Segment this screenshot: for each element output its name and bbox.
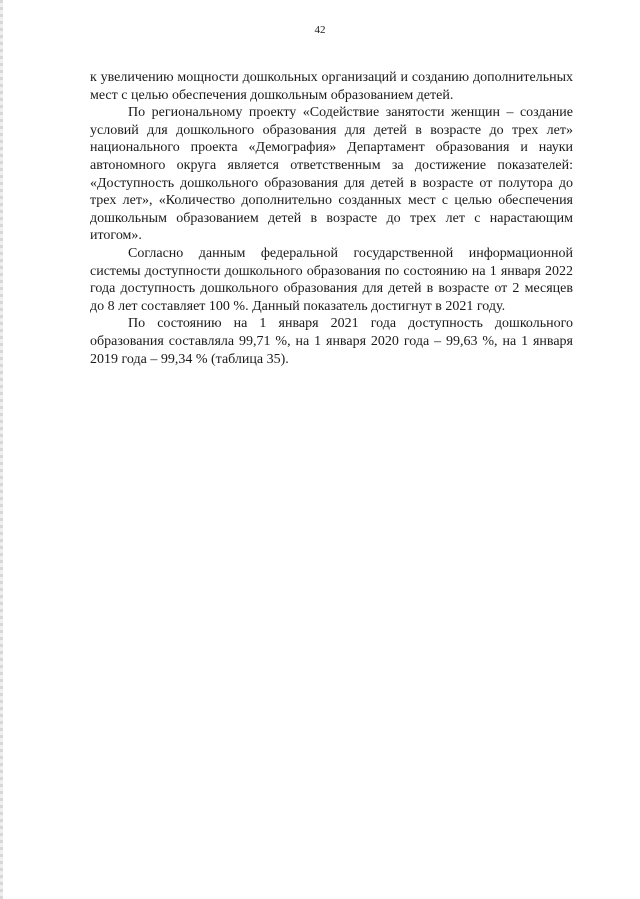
page-number: 42 — [314, 24, 326, 36]
document-body — [90, 69, 573, 368]
scan-edge — [0, 0, 3, 899]
paragraph-federal-system: Согласно данным федеральной государственной информационной системы доступности дошкольного образования по состоянию на 1 января 2022 года доступность дошкольного образования для детей в возрасте от 2 месяцев до 8 лет составляет 100 %. Данный показатель достигнут в 2021 году. — [90, 245, 573, 314]
paragraph-continuation: к увеличению мощности дошкольных организаций и созданию дополнительных мест с целью обеспечения дошкольным образованием детей. — [90, 70, 573, 103]
paragraph-availability-history: По состоянию на 1 января 2021 года доступность дошкольного образования составляла 99,71 %, на 1 января 2020 года – 99,63 %, на 1 января 2019 года – 99,34 % (таблица 35). — [90, 316, 573, 367]
paragraph-regional-project: По региональному проекту «Содействие занятости женщин – создание условий для дошкольного образования для детей в возрасте до трех лет» национального проекта «Демография» Департамент образования и науки автономного округа является ответственным за достижение показателей: «Доступность дошкольного образования для детей в возрасте от полутора до трех лет», «Количество дополнительно созданных мест с целью обеспечения дошкольным образованием детей в возрасте до трех лет с нарастающим итогом». — [90, 105, 573, 244]
